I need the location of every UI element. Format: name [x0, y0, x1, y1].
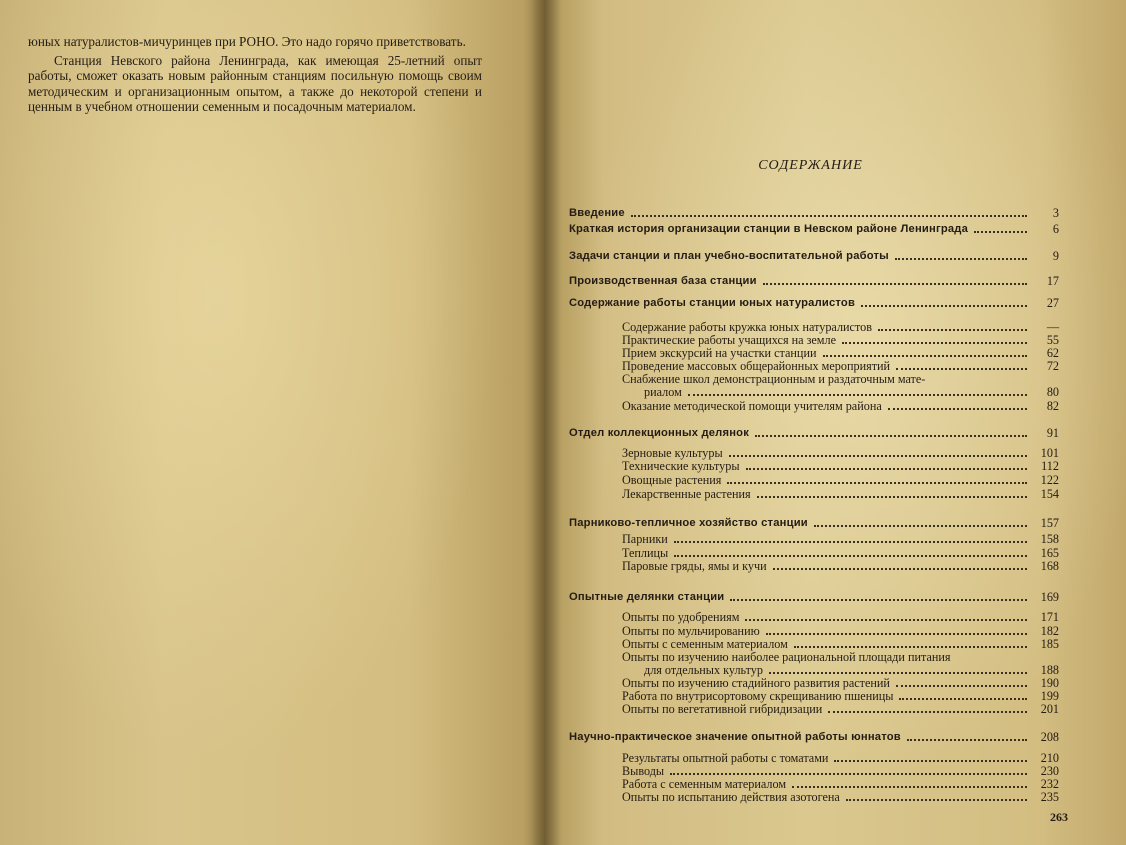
left-page-text	[28, 34, 482, 115]
toc-entry: Опытные делянки станции 169	[569, 590, 1059, 604]
toc-subentry: Опыты по вегетативной гибридизации 201	[622, 702, 1059, 716]
toc-subentry: Оказание методической помощи учителям района 82	[622, 399, 1059, 413]
toc-subentry: Опыты по мульчированию 182	[622, 624, 1059, 638]
toc-subentry: Опыты по изучению стадийного развития растений 190	[622, 676, 1059, 690]
toc-entry: Содержание работы станции юных натуралистов 27	[569, 296, 1059, 310]
toc-subentry: Снабжение школ демонстрационным и раздаточным мате-	[622, 372, 926, 386]
toc-entry: Краткая история организации станции в Невском районе Ленинграда 6	[569, 222, 1059, 236]
toc-subentry: Результаты опытной работы с томатами 210	[622, 751, 1059, 765]
toc-title: СОДЕРЖАНИЕ	[758, 158, 863, 173]
toc-entry: Производственная база станции 17	[569, 274, 1059, 288]
book-gutter	[530, 0, 560, 845]
toc-subentry: Лекарственные растения 154	[622, 487, 1059, 501]
toc-subentry: Парники 158	[622, 532, 1059, 546]
toc-subentry: Зерновые культуры 101	[622, 446, 1059, 460]
toc-entry: Задачи станции и план учебно-воспитательной работы 9	[569, 249, 1059, 263]
right-page	[545, 0, 1126, 845]
toc-subentry: Теплицы 165	[622, 546, 1059, 560]
toc-subentry: Опыты по испытанию действия азотогена 235	[622, 790, 1059, 804]
paragraph: Станция Невского района Ленинграда, как имеющая 25-летний опыт работы, сможет оказать новым районным станциям посильную помощь своим методическим и организационным опытом, а также до некоторой степени и ценным в учебном отношении семенным и посадочным материалом.	[28, 52, 482, 115]
toc-subentry: Проведение массовых общерайонных мероприятий 72	[622, 359, 1059, 373]
toc-subentry: Технические культуры 112	[622, 459, 1059, 473]
toc-subentry: Опыты с семенным материалом 185	[622, 637, 1059, 651]
toc-subentry-continued: для отдельных культур 188	[644, 663, 1059, 677]
toc-subentry-continued: риалом 80	[644, 385, 1059, 399]
toc-subentry: Опыты по удобрениям 171	[622, 610, 1059, 624]
toc-subentry: Содержание работы кружка юных натуралистов —	[622, 320, 1059, 334]
toc-entry: Введение 3	[569, 206, 1059, 220]
toc-entry: Научно-практическое значение опытной работы юннатов 208	[569, 730, 1059, 744]
toc-subentry: Прием экскурсий на участки станции 62	[622, 346, 1059, 360]
toc-entry: Парниково-тепличное хозяйство станции 157	[569, 516, 1059, 530]
paragraph: юных натуралистов-мичуринцев при РОНО. Это надо горячо приветствовать.	[28, 34, 466, 49]
toc-subentry: Практические работы учащихся на земле 55	[622, 333, 1059, 347]
toc-subentry: Работа по внутрисортовому скрещиванию пшеницы 199	[622, 689, 1059, 703]
toc-subentry: Паровые гряды, ямы и кучи 168	[622, 559, 1059, 573]
toc-entry: Отдел коллекционных делянок 91	[569, 426, 1059, 440]
page-number: 263	[1050, 810, 1068, 824]
toc-subentry: Опыты по изучению наиболее рациональной площади питания	[622, 650, 951, 664]
toc-subentry: Выводы 230	[622, 764, 1059, 778]
left-page	[0, 0, 545, 845]
toc-subentry: Работа с семенным материалом 232	[622, 777, 1059, 791]
toc-subentry: Овощные растения 122	[622, 473, 1059, 487]
